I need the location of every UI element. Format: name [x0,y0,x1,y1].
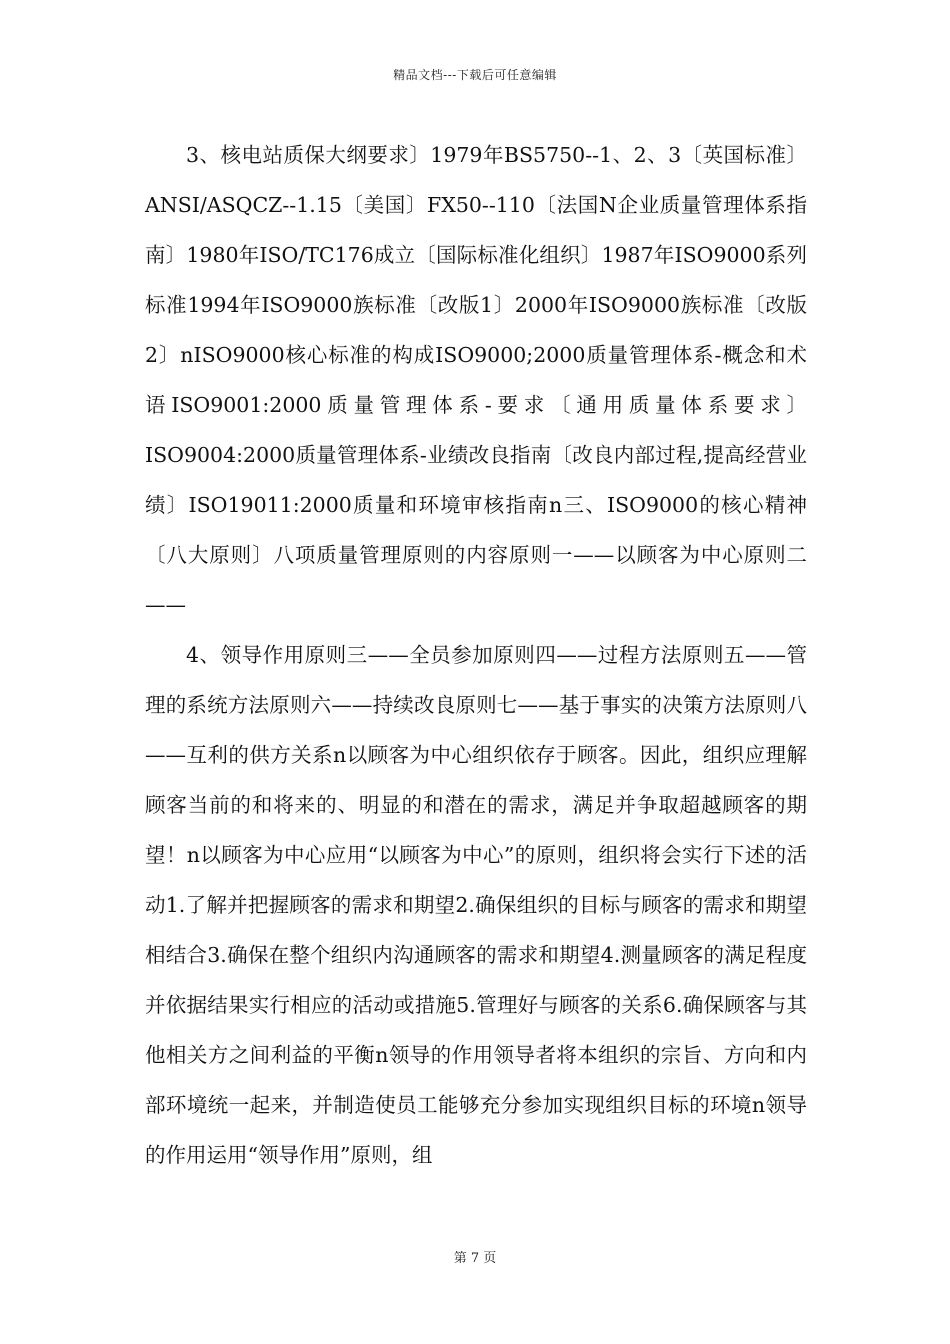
page-number: 第 7 页 [453,1251,497,1266]
page-header: 精品文档---下载后可任意编辑 [393,68,557,82]
paragraph-1: 3、核电站质保大纲要求〕1979年BS5750--1、2、3〔英国标准〕ANSI/ASQCZ--1.15〔美国〕FX50--110〔法国N企业质量管理体系指南〕1980年ISO/TC176成立〔国际标准化组织〕1987年ISO9000系列标准1994年ISO9000族标准〔改版1〕2000年ISO9000族标准〔改版2〕nISO9000核心标准的构成ISO9000;2000质量管理体系-概念和术语ISO9001:2000质量管理体系-要求〔通用质量体系要求〕ISO9004:2000质量管理体系-业绩改良指南〔改良内部过程,提高经营业绩〕ISO19011:2000质量和环境审核指南n三、ISO9000的核心精神〔八大原则〕八项质量管理原则的内容原则一——以顾客为中心原则二—— [145,143,807,617]
paragraph-2: 4、领导作用原则三——全员参加原则四——过程方法原则五——管理的系统方法原则六——持续改良原则七——基于事实的决策方法原则八——互利的供方关系n以顾客为中心组织依存于顾客。因此，组织应理解顾客当前的和将来的、明显的和潜在的需求，满足并争取超越顾客的期望！n以顾客为中心应用“以顾客为中心”的原则，组织将会实行下述的活动1.了解并把握顾客的需求和期望2.确保组织的目标与顾客的需求和期望相结合3.确保在整个组织内沟通顾客的需求和期望4.测量顾客的满足程度并依据结果实行相应的活动或措施5.管理好与顾客的关系6.确保顾客与其他相关方之间利益的平衡n领导的作用领导者将本组织的宗旨、方向和内部环境统一起来，并制造使员工能够充分参加实现组织目标的环境n领导的作用运用“领导作用”原则，组 [145,643,807,1167]
document-body [145,130,807,1180]
